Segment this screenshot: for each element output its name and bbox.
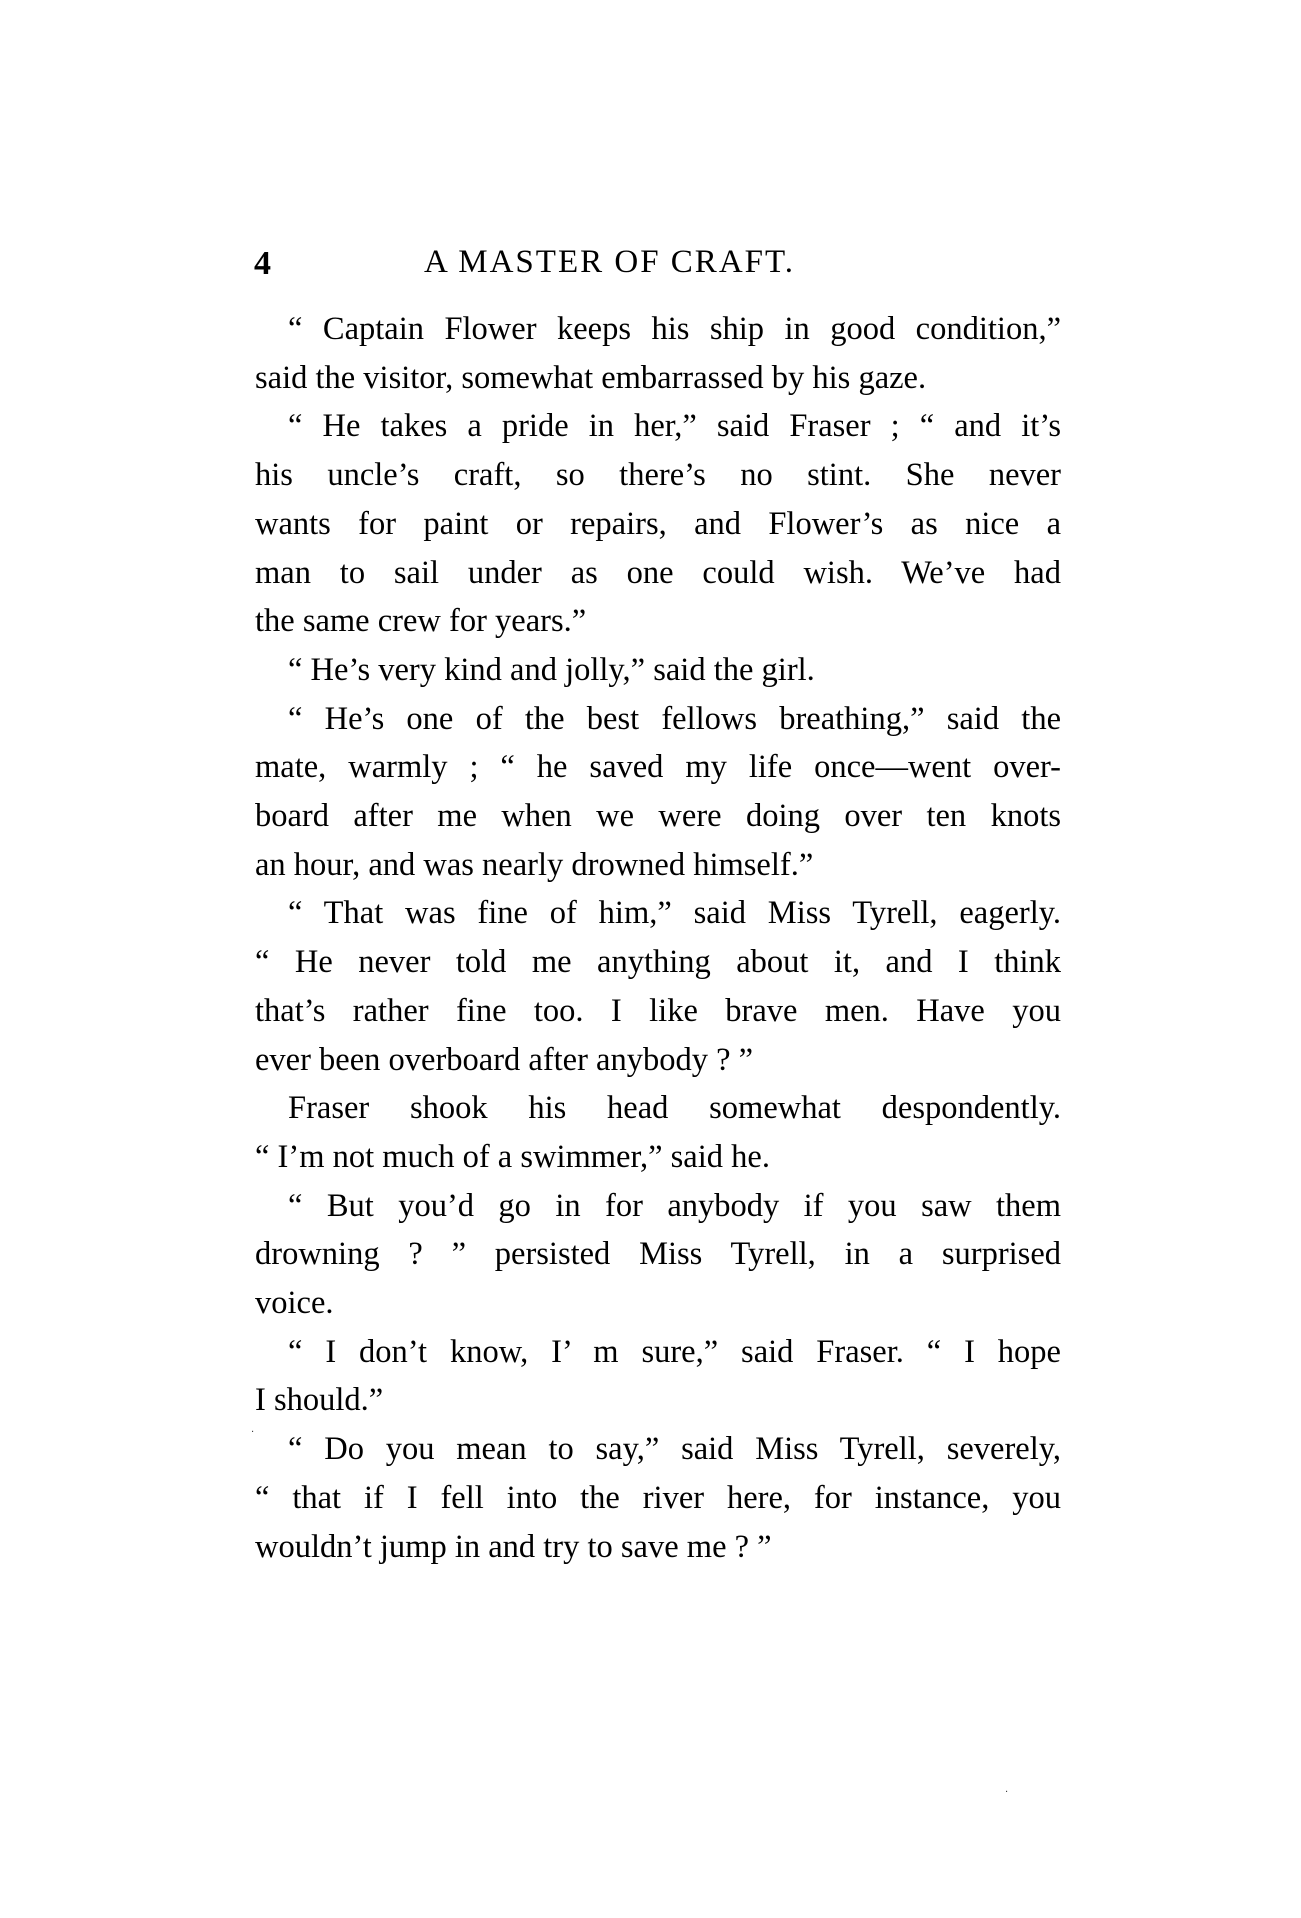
text-line: “ I don’t know, I’ m sure,” said Fraser. “ I hope (288, 1333, 1061, 1370)
print-speck: · (251, 1427, 255, 1438)
paragraph (255, 1084, 1061, 1181)
text-line: I should.” (255, 1382, 384, 1419)
text-line: that’s rather fine too. I like brave men. Have you (255, 992, 1061, 1029)
text-line: “ That was fine of him,” said Miss Tyrell, eagerly. (288, 895, 1061, 932)
text-line: Fraser shook his head somewhat despondently. (288, 1090, 1061, 1127)
paragraph (255, 1425, 1061, 1571)
text-line: an hour, and was nearly drowned himself.” (255, 846, 814, 883)
text-line: wants for paint or repairs, and Flower’s as nice a (255, 505, 1061, 542)
paragraph (255, 1328, 1061, 1425)
text-line: “ that if I fell into the river here, for instance, you (255, 1479, 1061, 1516)
text-line: said the visitor, somewhat embarrassed by his gaze. (255, 359, 927, 396)
text-line: drowning ? ” persisted Miss Tyrell, in a surprised (255, 1236, 1061, 1273)
paragraph (255, 695, 1061, 890)
paragraph (255, 305, 1061, 402)
text-line: “ Do you mean to say,” said Miss Tyrell, severely, (288, 1431, 1061, 1468)
text-line: the same crew for years.” (255, 603, 587, 640)
paragraph (255, 1182, 1061, 1328)
paragraph (255, 646, 1061, 695)
text-line: “ He takes a pride in her,” said Fraser ; “ and it’s (288, 408, 1061, 445)
text-line: board after me when we were doing over ten knots (255, 798, 1061, 835)
text-line: “ He’s one of the best fellows breathing,” said the (288, 700, 1061, 737)
text-line: “ He’s very kind and jolly,” said the girl. (288, 651, 815, 688)
body-text (255, 305, 1061, 1571)
text-line: “ I’m not much of a swimmer,” said he. (255, 1138, 770, 1175)
paragraph (255, 402, 1061, 646)
text-line: his uncle’s craft, so there’s no stint. She never (255, 457, 1061, 494)
text-line: mate, warmly ; “ he saved my life once—went over- (255, 749, 1061, 786)
text-line: “ But you’d go in for anybody if you saw them (288, 1187, 1061, 1224)
text-line: “ He never told me anything about it, and I think (255, 944, 1061, 981)
page-header (254, 240, 1070, 290)
print-speck: · (1005, 1787, 1009, 1798)
text-line: voice. (255, 1285, 334, 1322)
page-number: 4 (254, 245, 271, 282)
text-line: man to sail under as one could wish. We’ve had (255, 554, 1061, 591)
text-line: “ Captain Flower keeps his ship in good condition,” (288, 311, 1061, 347)
text-line: ever been overboard after anybody ? ” (255, 1041, 754, 1078)
paragraph (255, 889, 1061, 1084)
text-line: wouldn’t jump in and try to save me ? ” (255, 1528, 772, 1565)
running-head: A MASTER OF CRAFT. (424, 244, 795, 280)
